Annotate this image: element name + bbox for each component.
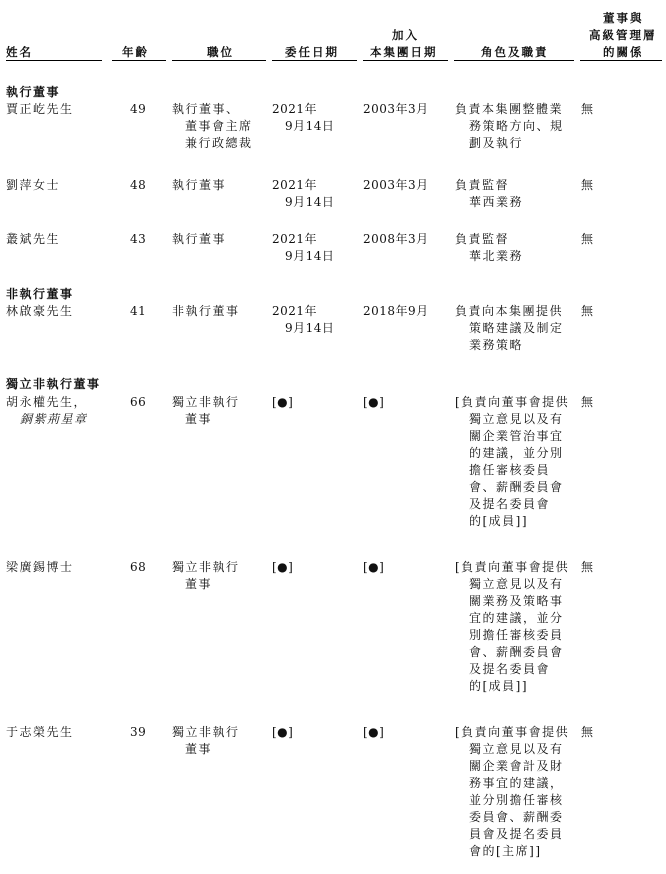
header-age: 年齡	[122, 45, 149, 59]
row-4-role-5: 擔任審核委員	[469, 463, 551, 477]
header-position: 職位	[207, 45, 234, 59]
row-0-position-3: 兼行政總裁	[185, 136, 253, 150]
header-role: 角色及職責	[481, 45, 549, 59]
row-1-position-1: 執行董事	[172, 178, 227, 192]
row-1-joined: 2003年3月	[363, 178, 429, 192]
row-3-relation: 無	[581, 304, 595, 318]
row-1-appointment-2: 9月14日	[285, 195, 335, 209]
row-3-joined: 2018年9月	[363, 304, 429, 318]
row-4-role-2: 獨立意見以及有	[469, 412, 564, 426]
row-0-name: 賈正屹先生	[6, 102, 74, 116]
header-relation-line2: 高級管理層	[589, 28, 657, 42]
row-4-age: 66	[130, 395, 147, 409]
section-independent-directors: 獨立非執行董事	[6, 377, 101, 391]
row-1-appointment-1: 2021年	[272, 178, 318, 192]
row-6-role-6: 委員會、薪酬委	[469, 810, 564, 824]
row-3-name: 林啟豪先生	[6, 304, 74, 318]
header-underline-name	[6, 60, 102, 61]
row-6-role-7: 員會及提名委員	[469, 827, 564, 841]
row-2-position-1: 執行董事	[172, 232, 227, 246]
row-5-age: 68	[130, 560, 147, 574]
row-1-relation: 無	[581, 178, 595, 192]
row-0-appointment-1: 2021年	[272, 102, 318, 116]
row-6-position-1: 獨立非執行	[172, 725, 240, 739]
row-5-role-1: [負責向董事會提供	[455, 560, 570, 574]
row-2-appointment-1: 2021年	[272, 232, 318, 246]
row-5-name: 梁廣錫博士	[6, 560, 74, 574]
header-underline-appointment	[272, 60, 357, 61]
section-non-executive-directors: 非執行董事	[6, 287, 74, 301]
row-2-age: 43	[130, 232, 147, 246]
header-underline-role	[454, 60, 574, 61]
row-5-appointment: [●]	[272, 560, 294, 574]
row-3-age: 41	[130, 304, 147, 318]
header-underline-joined	[363, 60, 448, 61]
row-6-relation: 無	[581, 725, 595, 739]
row-1-name: 劉萍女士	[6, 178, 61, 192]
row-5-role-5: 別擔任審核委員	[469, 628, 564, 642]
row-5-position-1: 獨立非執行	[172, 560, 240, 574]
row-4-position-1: 獨立非執行	[172, 395, 240, 409]
header-underline-relation	[580, 60, 662, 61]
row-4-relation: 無	[581, 395, 595, 409]
row-4-role-8: 的[成員]]	[469, 514, 529, 528]
row-5-role-4: 宜的建議，並分	[469, 611, 564, 625]
row-0-age: 49	[130, 102, 147, 116]
row-6-age: 39	[130, 725, 147, 739]
row-0-position-2: 董事會主席	[185, 119, 253, 133]
row-5-relation: 無	[581, 560, 595, 574]
row-5-role-2: 獨立意見以及有	[469, 577, 564, 591]
row-0-position-1: 執行董事、	[172, 102, 240, 116]
row-0-appointment-2: 9月14日	[285, 119, 335, 133]
row-4-role-6: 會、薪酬委員會	[469, 480, 564, 494]
row-4-role-7: 及提名委員會	[469, 497, 551, 511]
row-6-role-2: 獨立意見以及有	[469, 742, 564, 756]
row-1-role-1: 負責監督	[455, 178, 510, 192]
row-2-joined: 2008年3月	[363, 232, 429, 246]
row-2-role-1: 負責監督	[455, 232, 510, 246]
row-4-appointment: [●]	[272, 395, 294, 409]
row-6-role-5: 並分別擔任審核	[469, 793, 564, 807]
row-3-position-1: 非執行董事	[172, 304, 240, 318]
row-0-role-1: 負責本集團整體業	[455, 102, 564, 116]
row-6-role-1: [負責向董事會提供	[455, 725, 570, 739]
row-4-role-3: 關企業管治事宜	[469, 429, 564, 443]
row-0-role-2: 務策略方向、規	[469, 119, 564, 133]
row-4-position-2: 董事	[185, 412, 213, 426]
row-2-appointment-2: 9月14日	[285, 249, 335, 263]
row-4-role-4: 的建議，並分別	[469, 446, 564, 460]
row-5-role-7: 及提名委員會	[469, 662, 551, 676]
row-2-role-2: 華北業務	[469, 249, 524, 263]
header-underline-position	[172, 60, 266, 61]
header-joined-line1: 加入	[392, 28, 419, 42]
row-4-honour: 銅紫荊星章	[20, 412, 88, 426]
header-relation-line1: 董事與	[603, 11, 644, 25]
row-2-name: 叢斌先生	[6, 232, 61, 246]
row-5-role-8: 的[成員]]	[469, 679, 529, 693]
header-relation-line3: 的關係	[603, 45, 644, 59]
row-6-joined: [●]	[363, 725, 385, 739]
header-name: 姓名	[6, 45, 33, 59]
row-4-role-1: [負責向董事會提供	[455, 395, 570, 409]
row-5-role-3: 關業務及策略事	[469, 594, 564, 608]
header-underline-age	[112, 60, 166, 61]
row-5-position-2: 董事	[185, 577, 213, 591]
row-6-name: 于志榮先生	[6, 725, 74, 739]
row-4-name: 胡永權先生，	[6, 395, 88, 409]
row-3-role-2: 策略建議及制定	[469, 321, 564, 335]
row-3-appointment-2: 9月14日	[285, 321, 335, 335]
row-6-role-4: 務事宜的建議，	[469, 776, 564, 790]
header-joined-line2: 本集團日期	[370, 45, 438, 59]
section-executive-directors: 執行董事	[6, 85, 61, 99]
row-6-appointment: [●]	[272, 725, 294, 739]
row-4-joined: [●]	[363, 395, 385, 409]
row-0-relation: 無	[581, 102, 595, 116]
row-3-role-1: 負責向本集團提供	[455, 304, 564, 318]
row-6-position-2: 董事	[185, 742, 213, 756]
row-2-relation: 無	[581, 232, 595, 246]
row-1-age: 48	[130, 178, 147, 192]
row-6-role-8: 會的[主席]]	[469, 844, 542, 858]
row-3-role-3: 業務策略	[469, 338, 524, 352]
row-5-joined: [●]	[363, 560, 385, 574]
header-appointment-date: 委任日期	[285, 45, 339, 59]
row-5-role-6: 會、薪酬委員會	[469, 645, 564, 659]
row-0-role-3: 劃及執行	[469, 136, 524, 150]
row-0-joined: 2003年3月	[363, 102, 429, 116]
row-3-appointment-1: 2021年	[272, 304, 318, 318]
row-1-role-2: 華西業務	[469, 195, 524, 209]
row-6-role-3: 關企業會計及財	[469, 759, 564, 773]
